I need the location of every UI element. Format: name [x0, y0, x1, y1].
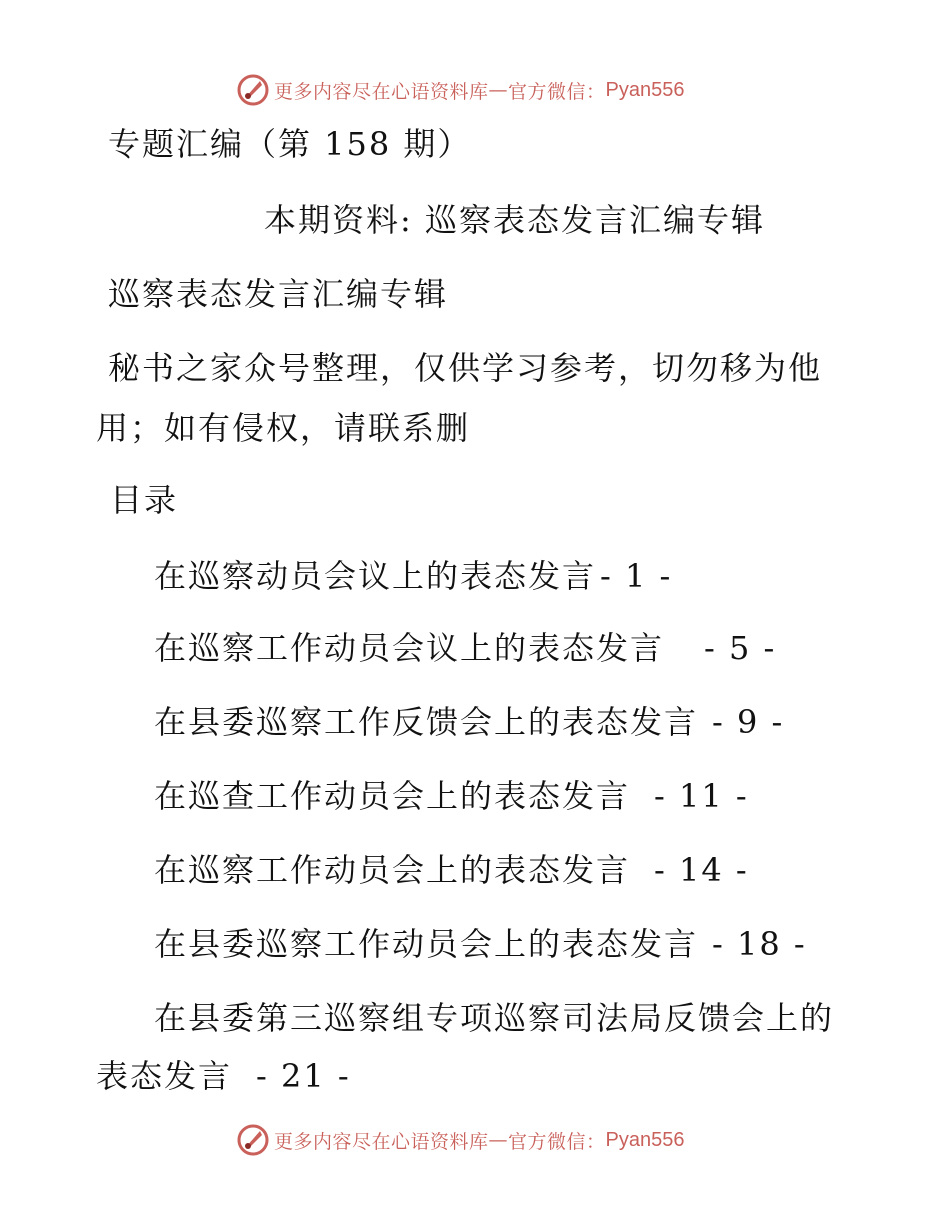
section-title: 巡察表态发言汇编专辑	[108, 275, 449, 313]
toc-entry[interactable]	[154, 998, 834, 1038]
watermark-wechat-label: 官方微信：	[508, 80, 606, 103]
toc-entry-title: 在巡查工作动员会上的表态发言	[154, 777, 631, 815]
header-watermark	[236, 72, 685, 108]
toc-entry[interactable]	[154, 628, 776, 668]
watermark-separator: —	[488, 79, 509, 101]
toc-entry-page: - 1 -	[600, 557, 673, 595]
toc-entry[interactable]	[154, 702, 784, 742]
toc-entry-title: 在巡察工作动员会上的表态发言	[154, 851, 631, 889]
toc-heading: 目录	[110, 481, 179, 519]
issue-line: 本期资料: 巡察表态发言汇编专辑	[264, 201, 765, 239]
toc-entry-page: - 5 -	[704, 629, 777, 667]
series-title: 专题汇编（第 158 期）	[108, 125, 472, 163]
watermark-handle: Pyan556	[605, 78, 685, 101]
toc-entry-page: - 11 -	[654, 777, 749, 815]
toc-entry[interactable]	[154, 556, 672, 596]
notice-line-2: 用；如有侵权，请联系删	[96, 409, 471, 447]
watermark-brand-text: 更多内容尽在心语资料库	[274, 80, 489, 103]
toc-entry[interactable]	[154, 776, 749, 816]
toc-entry-title: 在县委巡察工作动员会上的表态发言	[154, 925, 699, 963]
watermark-separator: —	[488, 1129, 509, 1151]
watermark-brand-text: 更多内容尽在心语资料库	[274, 1130, 489, 1153]
toc-entry-title: 在巡察动员会议上的表态发言	[154, 557, 597, 595]
feather-seal-icon	[236, 73, 270, 107]
watermark-handle: Pyan556	[605, 1128, 685, 1151]
notice-line-1: 秘书之家众号整理，仅供学习参考，切勿移为他	[108, 349, 823, 387]
toc-entry-title: 在巡察工作动员会议上的表态发言	[154, 629, 665, 667]
toc-entry[interactable]	[154, 924, 807, 964]
watermark-wechat-label: 官方微信：	[508, 1130, 606, 1153]
toc-entry-page: - 18 -	[712, 925, 807, 963]
toc-entry-title: 表态发言	[96, 1057, 233, 1095]
toc-entry-title: 在县委巡察工作反馈会上的表态发言	[154, 703, 699, 741]
toc-entry-page: - 21 -	[256, 1057, 351, 1095]
toc-entry-continuation[interactable]	[96, 1056, 351, 1096]
feather-seal-icon	[236, 1123, 270, 1157]
toc-entry[interactable]	[154, 850, 749, 890]
toc-entry-page: - 9 -	[712, 703, 785, 741]
toc-entry-title: 在县委第三巡察组专项巡察司法局反馈会上的	[154, 999, 835, 1037]
toc-entry-page: - 14 -	[654, 851, 749, 889]
footer-watermark	[236, 1122, 685, 1158]
